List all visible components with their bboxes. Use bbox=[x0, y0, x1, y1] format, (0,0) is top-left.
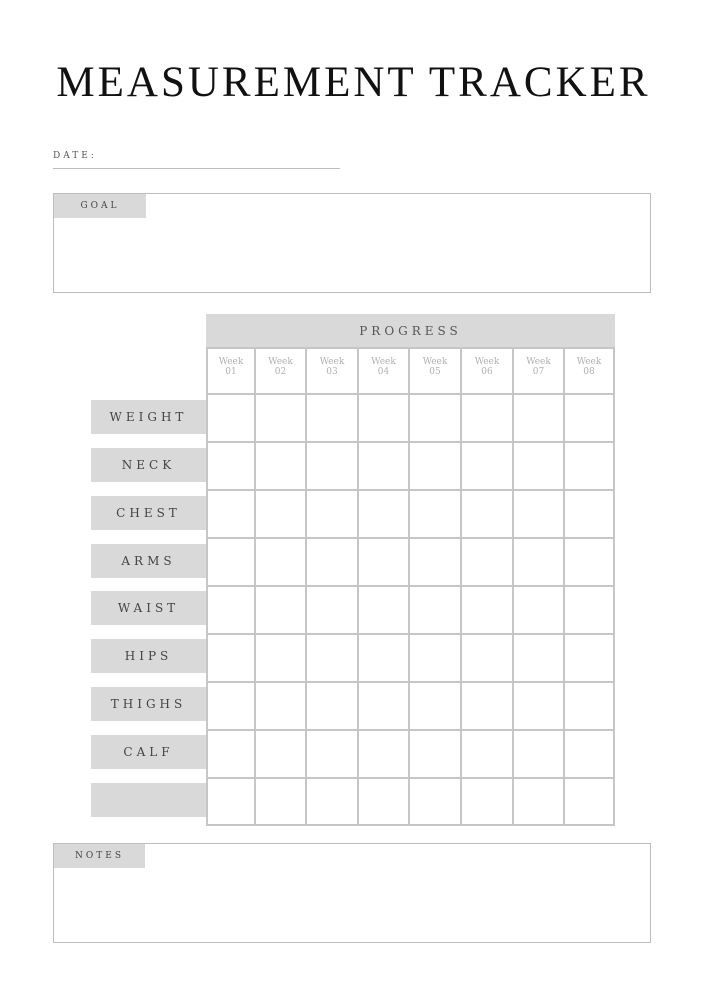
week-header bbox=[306, 357, 358, 377]
week-header-label: Week bbox=[371, 357, 396, 367]
measurement-cell[interactable] bbox=[565, 587, 613, 633]
measurement-cell[interactable] bbox=[256, 443, 305, 489]
week-header bbox=[358, 357, 409, 377]
measurement-cell[interactable] bbox=[565, 683, 613, 729]
measurement-cell[interactable] bbox=[462, 395, 512, 441]
date-input-line[interactable] bbox=[53, 168, 340, 169]
measurement-cell[interactable] bbox=[256, 587, 305, 633]
measurement-cell[interactable] bbox=[565, 779, 613, 824]
measurement-cell[interactable] bbox=[208, 731, 254, 777]
measurement-cell[interactable] bbox=[514, 491, 563, 537]
measurement-cell[interactable] bbox=[565, 731, 613, 777]
week-header-number: 06 bbox=[481, 367, 493, 377]
measurement-cell[interactable] bbox=[410, 635, 460, 681]
week-header bbox=[207, 357, 255, 377]
week-header-number: 02 bbox=[274, 367, 287, 377]
measurement-cell[interactable] bbox=[359, 443, 408, 489]
week-header-label: Week bbox=[422, 357, 448, 367]
measurement-cell[interactable] bbox=[410, 395, 460, 441]
measurement-cell[interactable] bbox=[359, 683, 408, 729]
measurement-cell[interactable] bbox=[514, 683, 563, 729]
measurement-cell[interactable] bbox=[359, 587, 408, 633]
week-header bbox=[461, 357, 513, 377]
measurement-cell[interactable] bbox=[307, 395, 357, 441]
measurement-cell[interactable] bbox=[307, 587, 357, 633]
measurement-cell[interactable] bbox=[359, 779, 408, 824]
measurement-cell[interactable] bbox=[565, 443, 613, 489]
week-header-number: 07 bbox=[532, 367, 545, 377]
measurement-cell[interactable] bbox=[514, 635, 563, 681]
week-header-number: 01 bbox=[225, 367, 237, 377]
week-header-number: 03 bbox=[326, 367, 338, 377]
week-header-number: 04 bbox=[377, 367, 390, 377]
page-title: MEASUREMENT TRACKER bbox=[56, 59, 651, 106]
measurement-cell[interactable] bbox=[307, 491, 357, 537]
measurement-cell[interactable] bbox=[307, 779, 357, 824]
row-label: WAIST bbox=[91, 591, 206, 625]
measurement-cell[interactable] bbox=[307, 731, 357, 777]
measurement-cell[interactable] bbox=[359, 635, 408, 681]
measurement-cell[interactable] bbox=[514, 443, 563, 489]
measurement-cell[interactable] bbox=[514, 779, 563, 824]
week-header bbox=[564, 357, 614, 377]
week-header-number: 05 bbox=[429, 367, 441, 377]
measurement-cell[interactable] bbox=[462, 635, 512, 681]
measurement-cell[interactable] bbox=[410, 539, 460, 585]
row-label: WEIGHT bbox=[91, 400, 206, 434]
measurement-cell[interactable] bbox=[307, 635, 357, 681]
measurement-cell[interactable] bbox=[565, 491, 613, 537]
week-header-number: 08 bbox=[583, 367, 595, 377]
measurement-cell[interactable] bbox=[462, 539, 512, 585]
measurement-cell[interactable] bbox=[462, 491, 512, 537]
measurement-cell[interactable] bbox=[208, 587, 254, 633]
measurement-cell[interactable] bbox=[462, 683, 512, 729]
measurement-cell[interactable] bbox=[514, 395, 563, 441]
measurement-cell[interactable] bbox=[256, 395, 305, 441]
measurement-cell[interactable] bbox=[410, 491, 460, 537]
row-label: THIGHS bbox=[91, 687, 206, 721]
grid-hline bbox=[206, 824, 615, 826]
week-header bbox=[409, 357, 461, 377]
measurement-cell[interactable] bbox=[208, 635, 254, 681]
week-header bbox=[255, 357, 306, 377]
row-label: CALF bbox=[91, 735, 206, 769]
measurement-cell[interactable] bbox=[462, 443, 512, 489]
measurement-cell[interactable] bbox=[208, 395, 254, 441]
measurement-cell[interactable] bbox=[410, 779, 460, 824]
measurement-cell[interactable] bbox=[256, 635, 305, 681]
date-label: DATE: bbox=[53, 151, 97, 161]
measurement-cell[interactable] bbox=[462, 779, 512, 824]
measurement-cell[interactable] bbox=[410, 443, 460, 489]
goal-label: GOAL bbox=[54, 194, 146, 218]
measurement-cell[interactable] bbox=[256, 539, 305, 585]
notes-box[interactable] bbox=[53, 843, 651, 943]
measurement-cell[interactable] bbox=[565, 395, 613, 441]
measurement-cell[interactable] bbox=[359, 539, 408, 585]
week-header-label: Week bbox=[268, 357, 293, 367]
measurement-cell[interactable] bbox=[359, 731, 408, 777]
measurement-cell[interactable] bbox=[208, 491, 254, 537]
row-label: NECK bbox=[91, 448, 206, 482]
week-header-label: Week bbox=[526, 357, 551, 367]
measurement-cell[interactable] bbox=[462, 587, 512, 633]
measurement-cell[interactable] bbox=[307, 443, 357, 489]
measurement-cell[interactable] bbox=[208, 443, 254, 489]
row-label: HIPS bbox=[91, 639, 206, 673]
measurement-cell[interactable] bbox=[208, 779, 254, 824]
grid-hline bbox=[206, 347, 615, 349]
week-header-label: Week bbox=[218, 357, 244, 367]
progress-grid bbox=[206, 347, 615, 826]
measurement-cell[interactable] bbox=[359, 491, 408, 537]
week-header-label: Week bbox=[576, 357, 602, 367]
measurement-cell[interactable] bbox=[514, 587, 563, 633]
measurement-cell[interactable] bbox=[462, 731, 512, 777]
measurement-cell[interactable] bbox=[514, 731, 563, 777]
week-header-label: Week bbox=[319, 357, 345, 367]
measurement-cell[interactable] bbox=[410, 683, 460, 729]
progress-header: PROGRESS bbox=[206, 314, 615, 347]
measurement-cell[interactable] bbox=[410, 731, 460, 777]
measurement-cell[interactable] bbox=[514, 539, 563, 585]
measurement-cell[interactable] bbox=[208, 539, 254, 585]
measurement-cell[interactable] bbox=[359, 395, 408, 441]
row-label: ARMS bbox=[91, 544, 206, 578]
measurement-cell[interactable] bbox=[256, 683, 305, 729]
row-label: CHEST bbox=[91, 496, 206, 530]
measurement-cell[interactable] bbox=[565, 635, 613, 681]
week-header bbox=[513, 357, 564, 377]
measurement-cell[interactable] bbox=[307, 683, 357, 729]
measurement-cell[interactable] bbox=[410, 587, 460, 633]
measurement-cell[interactable] bbox=[307, 539, 357, 585]
row-label bbox=[91, 783, 206, 817]
goal-box[interactable] bbox=[53, 193, 651, 293]
notes-label: NOTES bbox=[54, 844, 145, 868]
measurement-cell[interactable] bbox=[565, 539, 613, 585]
measurement-cell[interactable] bbox=[256, 731, 305, 777]
measurement-cell[interactable] bbox=[208, 683, 254, 729]
measurement-cell[interactable] bbox=[256, 779, 305, 824]
measurement-cell[interactable] bbox=[256, 491, 305, 537]
week-header-label: Week bbox=[474, 357, 500, 367]
